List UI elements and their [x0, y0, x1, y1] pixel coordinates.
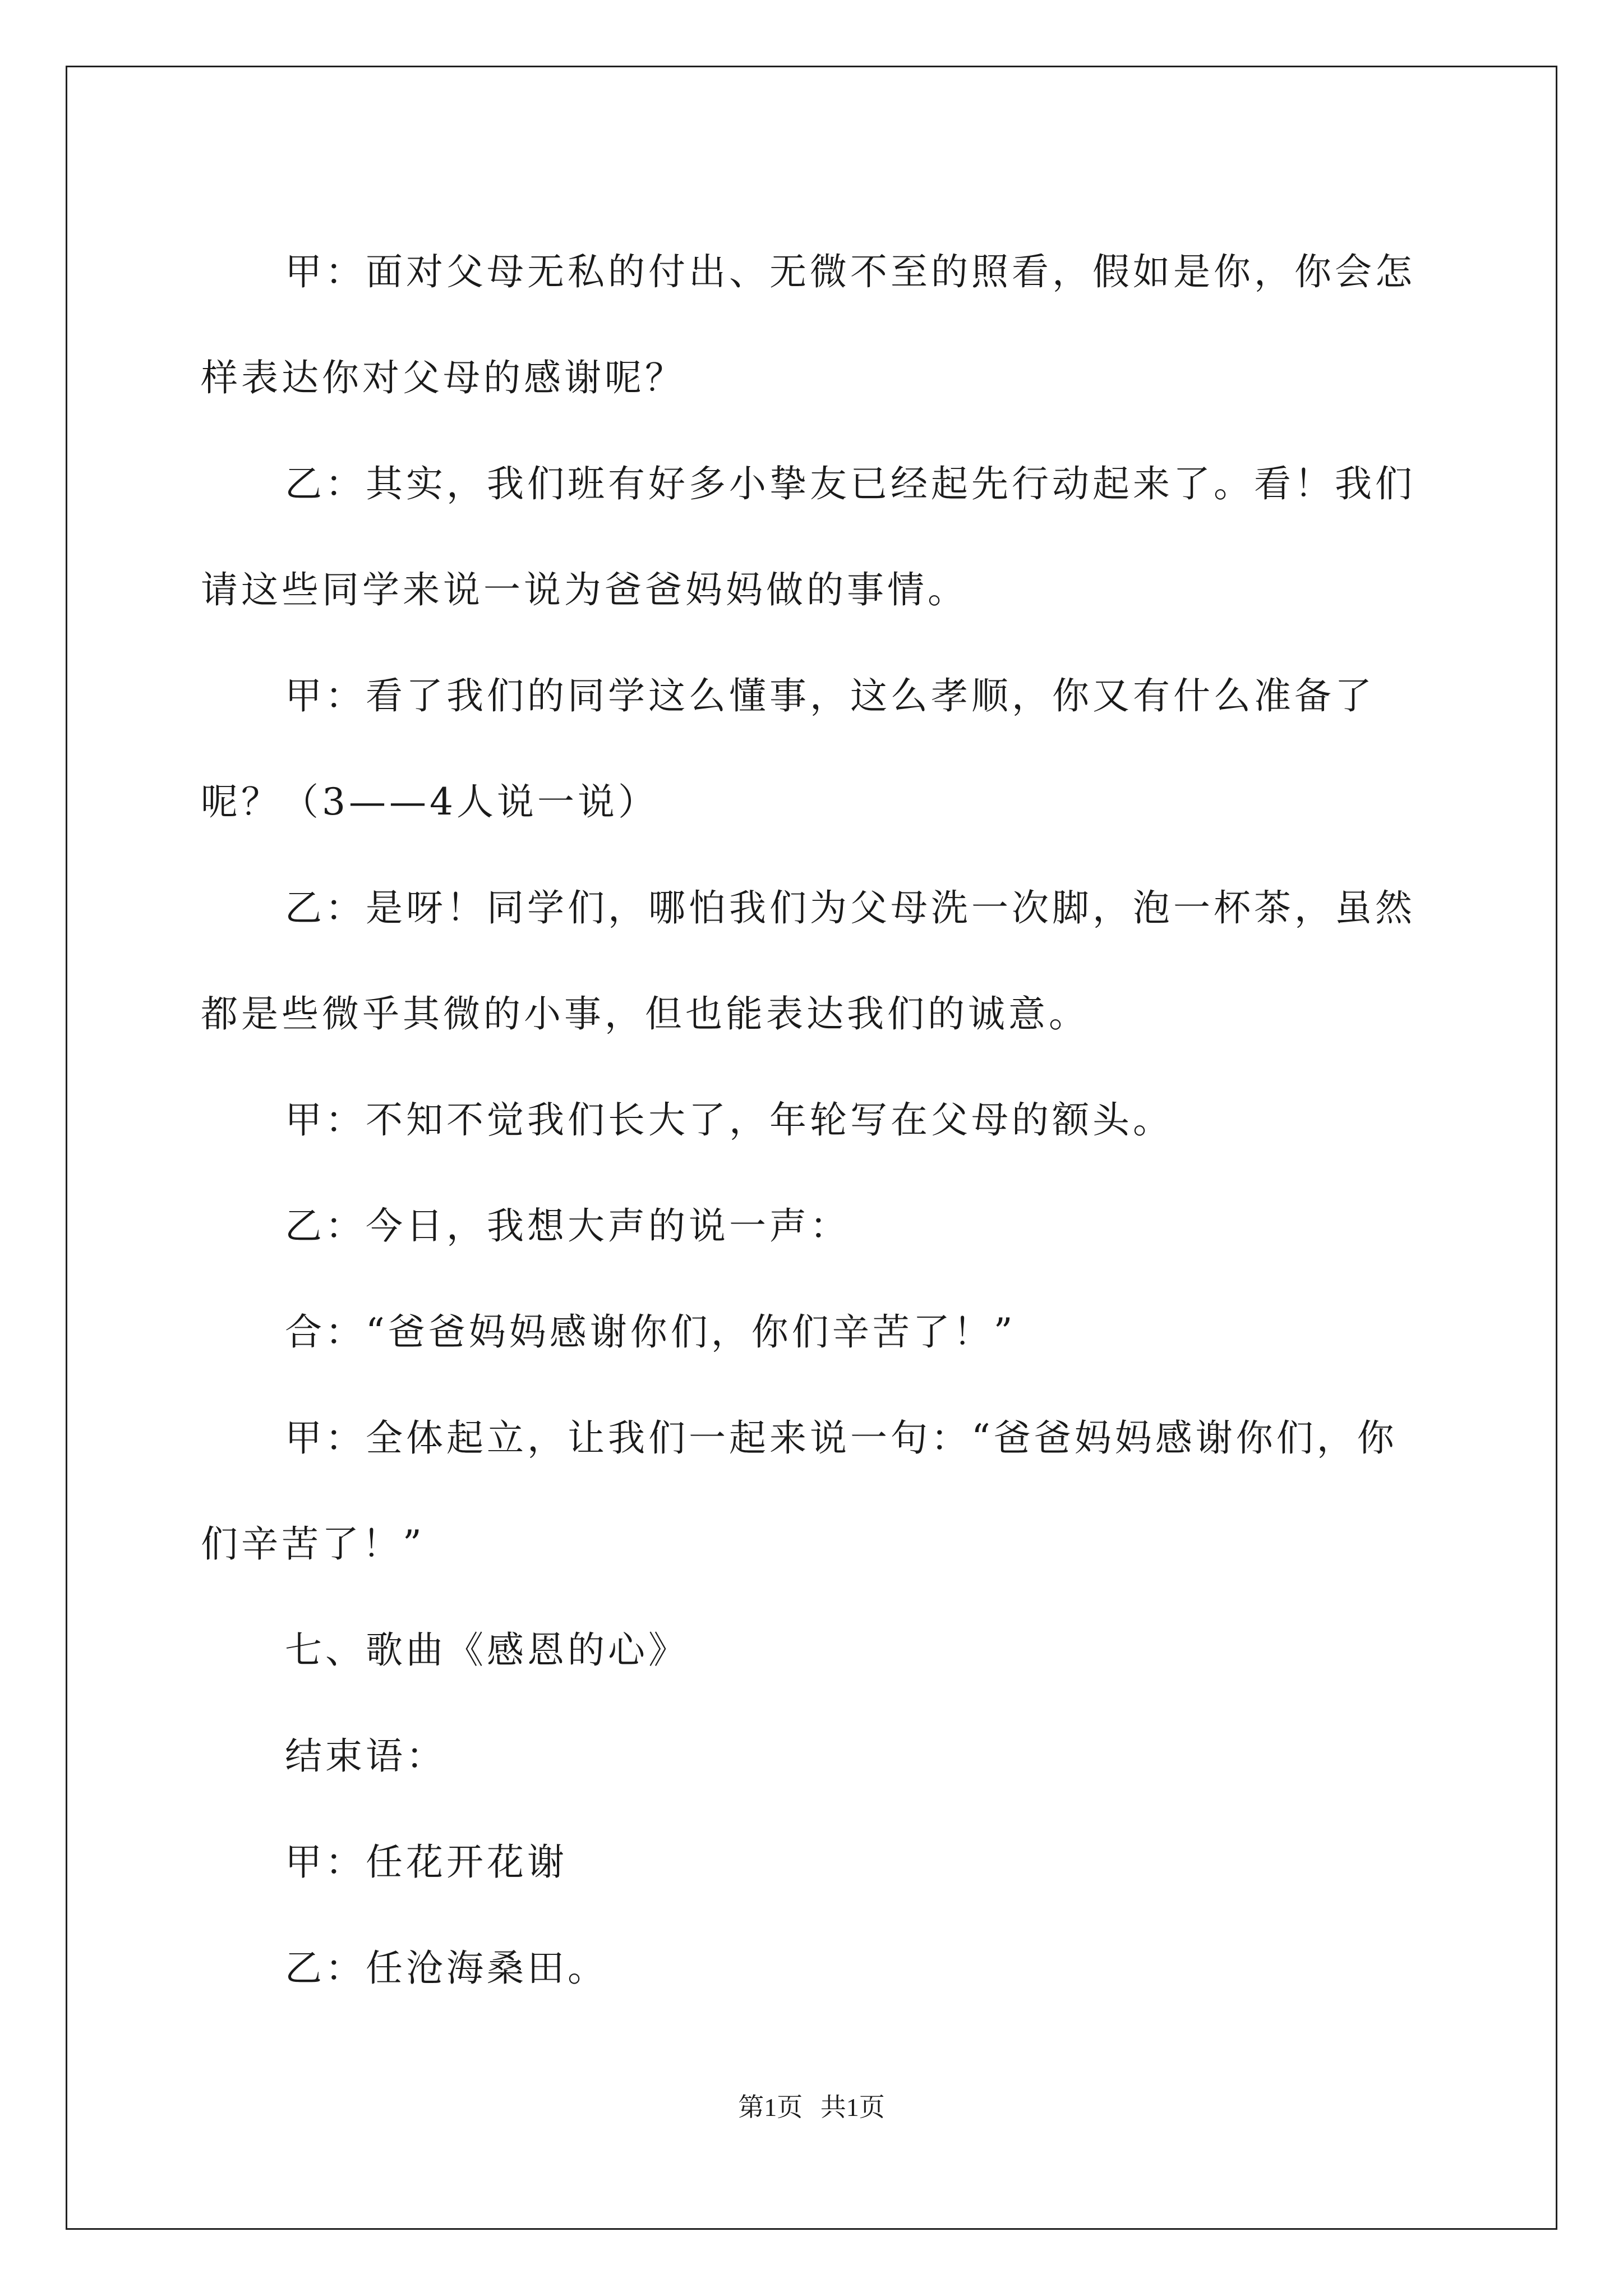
paragraph: 甲：看了我们的同学这么懂事，这么孝顺，你又有什么准备了呢？（3——4人说一说） [201, 674, 1375, 823]
paragraph: 甲：不知不觉我们长大了，年轮写在父母的额头。 [285, 1098, 1173, 1142]
paragraph: 乙：是呀！同学们，哪怕我们为父母洗一次脚，泡一杯茶，虽然都是些微乎其微的小事，但也能表达我们的诚意。 [201, 886, 1415, 1036]
paragraph: 乙：其实，我们班有好多小挚友已经起先行动起来了。看！我们请这些同学来说一说为爸爸妈妈做的事情。 [201, 462, 1415, 611]
paragraph: 乙：今日，我想大声的说一声： [285, 1204, 850, 1248]
paragraph: 合：“爸爸妈妈感谢你们，你们辛苦了！” [285, 1310, 1016, 1354]
document-body [201, 219, 1435, 2021]
paragraph: 甲：任花开花谢 [285, 1841, 568, 1884]
paragraph: 甲：面对父母无私的付出、无微不至的照看，假如是你，你会怎样表达你对父母的感谢呢？ [201, 250, 1415, 399]
page-number-total: 共1页 [820, 2093, 885, 2122]
page-footer [0, 2087, 1623, 2124]
paragraph: 甲：全体起立，让我们一起来说一句：“爸爸妈妈感谢你们，你们辛苦了！” [201, 1416, 1398, 1566]
page-number-current: 第1页 [738, 2093, 803, 2122]
paragraph: 七、歌曲《感恩的心》 [285, 1628, 689, 1672]
paragraph: 结束语： [285, 1734, 446, 1778]
paragraph: 乙：任沧海桑田。 [285, 1947, 608, 1990]
